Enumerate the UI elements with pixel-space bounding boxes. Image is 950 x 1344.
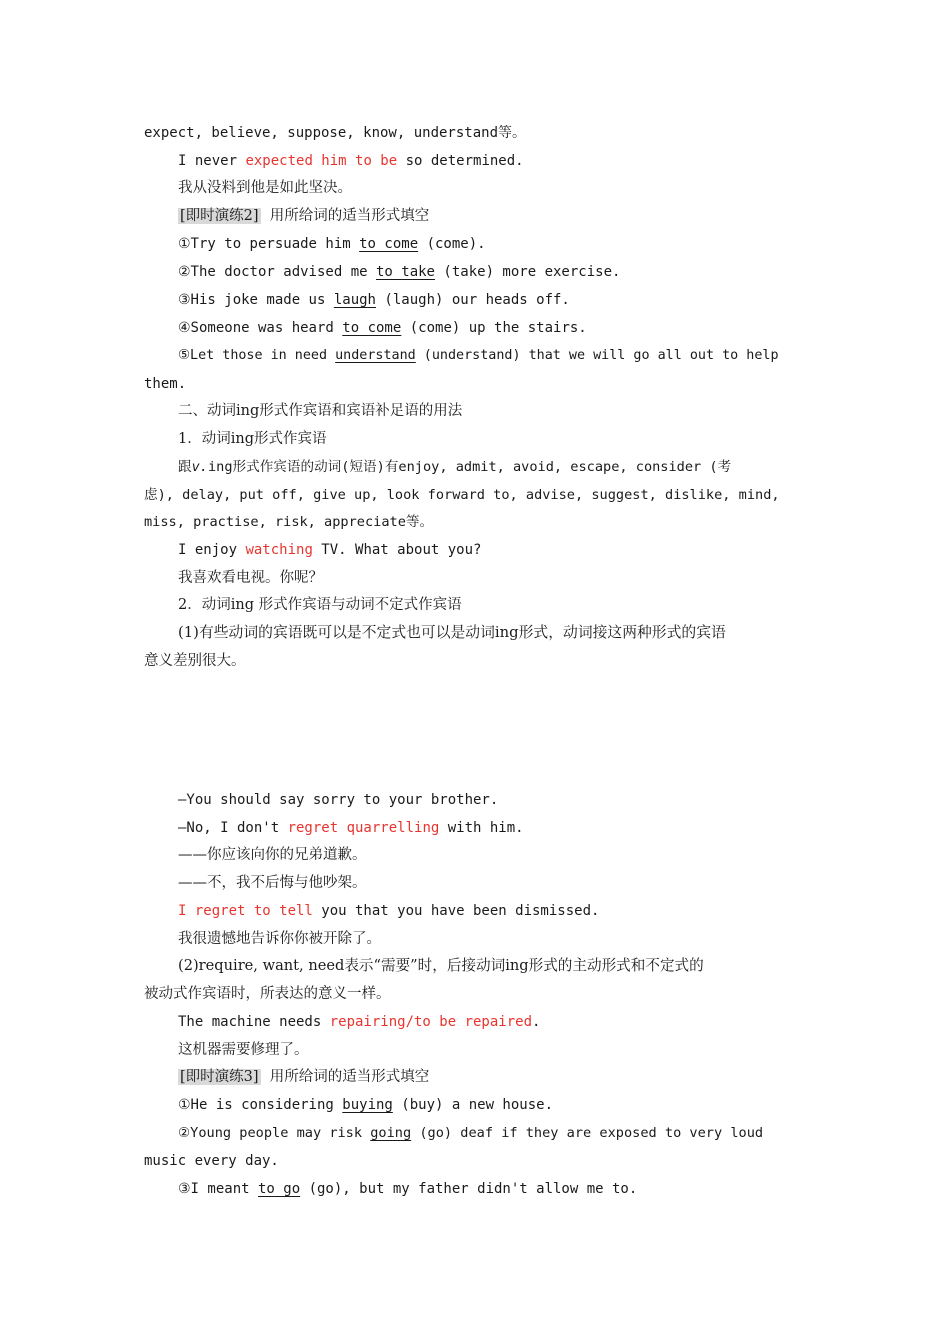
highlight-text: expected him to be [245,153,398,169]
subsection-heading-text: 1．动词ing形式作宾语 [178,431,327,447]
answer-blank: understand [335,348,416,363]
translation-text: 我喜欢看电视。你呢？ [178,570,323,586]
exercise-item [178,316,816,340]
subsection-heading-text: 2．动词ing 形式作宾语与动词不定式作宾语 [178,597,462,613]
paragraph-text: miss, practise, risk, appreciate等。 [144,514,434,530]
example-text: I never [178,153,246,169]
section-heading-text: 二、动词ing形式作宾语和宾语补足语的用法 [178,403,463,419]
exercise-text: ①He is considering [178,1097,343,1113]
translation-text: ——不，我不后悔与他吵架。 [178,875,367,891]
exercise-text: music every day. [144,1153,279,1169]
drill-heading [178,204,816,228]
paragraph-text: 被动式作宾语时，所表达的意义一样。 [144,986,391,1002]
exercise-item [178,288,816,312]
answer-blank: to come [342,320,402,336]
paragraph-line [178,954,816,978]
drill-tag: [即时演练2] [180,208,259,224]
example-text: so determined. [397,153,524,169]
example-sentence [178,899,816,923]
translation-text: 我从没料到他是如此坚决。 [178,180,352,196]
exercise-item [178,232,816,256]
exercise-text: ①Try to persuade him [178,236,360,252]
exercise-text: (buy) a new house. [392,1097,554,1113]
answer-blank: to come [359,236,419,252]
exercise-item [178,1177,816,1201]
answer-blank: laugh [333,292,376,308]
drill-heading [178,1065,816,1089]
paragraph-text: (2)require, want, need表示“需要”时，后接动词ing形式的主动形式和不定式的 [178,957,704,974]
example-text: you that you have been dismissed. [312,903,600,919]
answer-blank: to go [257,1181,301,1197]
subsection-heading [178,427,816,451]
example-sentence [178,538,816,562]
example-translation [178,566,816,590]
paragraph-text: 虑), delay, put off, give up, look forward to, advise, suggest, dislike, mind, [144,487,780,503]
example-sentence [178,149,816,173]
drill-instruction: 用所给词的适当形式填空 [260,1069,430,1085]
paragraph-line [144,510,816,534]
example-text: . [532,1014,541,1030]
verb-list-text: expect, believe, suppose, know, understand等。 [144,125,527,141]
paragraph-line [178,621,816,645]
exercise-text: ⑤Let those in need [178,348,336,363]
translation-text: 这机器需要修理了。 [178,1042,309,1058]
example-text: I enjoy [178,542,246,558]
exercise-text: (laugh) our heads off. [376,292,570,308]
translation-text: 我很遗憾地告诉你你被开除了。 [178,931,381,947]
exercise-text: ②The doctor advised me [178,264,376,280]
exercise-text: (come) up the stairs. [401,320,587,336]
exercise-text: (understand) that we will go all out to help [415,348,779,363]
dialogue-line [178,816,816,840]
exercise-item [178,1121,816,1145]
paragraph-line [178,455,816,479]
exercise-text: them. [144,376,187,392]
exercise-text: ③I meant [178,1181,258,1197]
paragraph-text: 意义差别很大。 [144,653,246,669]
dialogue-text: —No, I don't [178,820,288,836]
example-text: TV. What about you? [312,542,482,558]
paragraph-line [144,649,816,673]
dialogue-translation [178,871,816,895]
exercise-item [178,344,816,368]
exercise-text: (come). [418,236,486,252]
exercise-item [178,1093,816,1117]
dialogue-translation [178,843,816,867]
example-text: The machine needs [178,1014,330,1030]
highlight-text: repairing/to be repaired [329,1014,533,1030]
drill-instruction: 用所给词的适当形式填空 [260,208,430,224]
dialogue-text: with him. [439,820,524,836]
paragraph-text: (1)有些动词的宾语既可以是不定式也可以是动词ing形式，动词接这两种形式的宾语 [178,624,726,641]
dialogue-line [178,788,816,812]
paragraph-line [144,982,816,1006]
exercise-text: (go), but my father didn't allow me to. [300,1181,638,1197]
drill-tag: [即时演练3] [180,1069,259,1085]
exercise-text: ④Someone was heard [178,320,343,336]
answer-blank: going [370,1125,412,1141]
highlight-text: regret quarrelling [287,820,440,836]
paragraph-text: ing形式作宾语的动词(短语)有enjoy, admit, avoid, escape, consider (考 [207,459,732,475]
italic-abbrev: v. [191,459,208,475]
paragraph-text: 跟 [178,459,192,475]
exercise-continuation [144,372,816,396]
translation-text: ——你应该向你的兄弟道歉。 [178,847,367,863]
verb-list-line [144,121,816,145]
answer-blank: to take [375,264,435,280]
example-translation [178,176,816,200]
exercise-text: (take) more exercise. [435,264,621,280]
exercise-text: (go) deaf if they are exposed to very loud [411,1125,764,1141]
highlight-text: watching [245,542,313,558]
section-heading [178,399,816,423]
highlight-text: I regret to tell [178,903,313,919]
example-sentence [178,1010,816,1034]
exercise-item [178,260,816,284]
answer-blank: buying [342,1097,393,1113]
example-translation [178,1038,816,1062]
exercise-text: ③His joke made us [178,292,334,308]
paragraph-line [144,483,816,507]
exercise-text: ②Young people may risk [178,1125,371,1141]
dialogue-text: —You should say sorry to your brother. [178,792,499,808]
exercise-continuation [144,1149,816,1173]
example-translation [178,927,816,951]
subsection-heading [178,593,816,617]
